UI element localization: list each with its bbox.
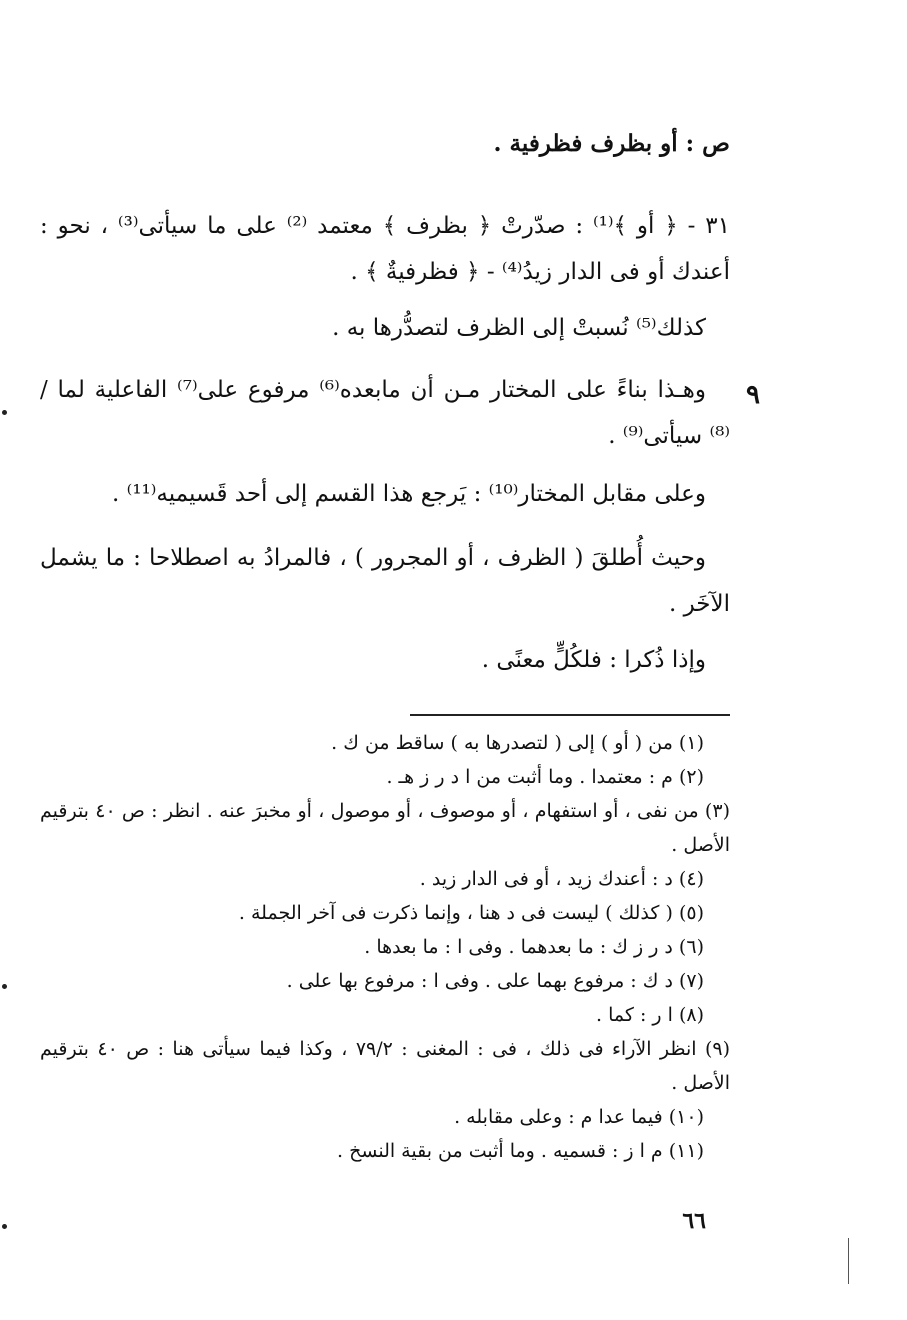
footnote-10: (١٠) فيما عدا م : وعلى مقابله . <box>454 1106 704 1128</box>
paragraph-wahadha: وهـذا بناءً على المختار مـن أن مابعده⁽⁶⁾ مرفوع على⁽⁷⁾ الفاعلية لما / ⁽⁸⁾ سيأتى⁽⁹⁾ . <box>40 377 730 449</box>
footnote-11: (١١) م ا ز : قسميه . وما أثبت من بقية النسخ . <box>337 1140 704 1162</box>
paragraph-haythu: وحيث أُطلقَ ( الظرف ، أو المجرور ) ، فالمرادُ به اصطلاحا : ما يشمل الآخَر . <box>40 545 730 617</box>
paragraph-kadhalik: كذلك⁽⁵⁾ نُسبتْ إلى الظرف لتصدُّرها به . <box>332 315 706 341</box>
scan-mark <box>2 410 7 415</box>
footnote-1: (١) من ( أو ) إلى ( لتصدرها به ) ساقط من ك . <box>331 732 704 754</box>
section-header: ص : أو بظرف فظرفية . <box>493 130 730 157</box>
page-number: ٦٦ <box>682 1208 706 1234</box>
footnote-8: (٨) ا ر : كما . <box>596 1004 704 1026</box>
book-page <box>40 0 730 1320</box>
paragraph-idha: وإذا ذُكرا : فلكُلٍّ معنًى . <box>481 647 706 673</box>
footnote-5: (٥) ( كذلك ) ليست فى د هنا ، وإنما ذكرت فى آخر الجملة . <box>238 902 704 924</box>
footnote-9: (٩) انظر الآراء فى ذلك ، فى : المغنى : ٧٩/٢ ، وكذا فيما سيأتى هنا : ص ٤٠ بترقيم الأصل . <box>40 1038 730 1094</box>
footnote-4: (٤) د : أعندك زيد ، أو فى الدار زيد . <box>419 868 704 890</box>
manuscript-folio-marker: ٩ <box>746 380 760 410</box>
paragraph-31: ٣١ - ﴿ أو ﴾⁽¹⁾ : صدّرتْ ﴿ بظرف ﴾ معتمد ⁽²⁾ على ما سيأتى⁽³⁾ ، نحو : أعندك أو فى الدار زيدُ⁽⁴⁾ - ﴿ فظرفيةٌ ﴾ . <box>40 213 730 285</box>
scan-mark <box>2 1224 7 1229</box>
paragraph-muqabil: وعلى مقابل المختار⁽¹⁰⁾ : يَرجع هذا القسم إلى أحد قَسيميه⁽¹¹⁾ . <box>112 481 706 507</box>
footnote-separator <box>410 714 730 716</box>
scan-line <box>848 1238 849 1284</box>
footnotes <box>40 726 730 1168</box>
footnote-3: (٣) من نفى ، أو استفهام ، أو موصوف ، أو موصول ، أو مخبرَ عنه . انظر : ص ٤٠ بترقيم الأصل . <box>40 800 730 856</box>
footnote-2: (٢) م : معتمدا . وما أثبت من ا د ر ز هـ . <box>386 766 704 788</box>
footnote-6: (٦) د ر ز ك : ما بعدهما . وفى ا : ما بعدها . <box>364 936 704 958</box>
scan-mark <box>2 984 7 989</box>
footnote-7: (٧) د ك : مرفوع بهما على . وفى ا : مرفوع بها على . <box>286 970 704 992</box>
